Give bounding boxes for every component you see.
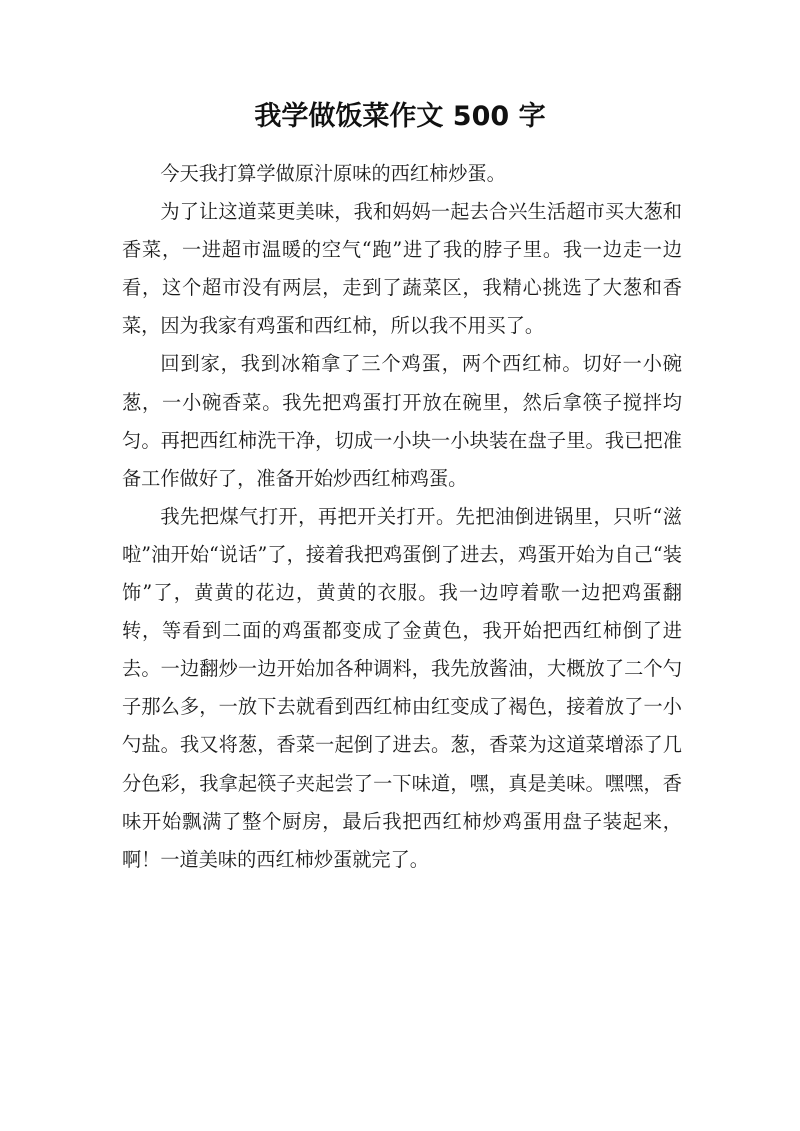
- paragraph: 为了让这道菜更美味，我和妈妈一起去合兴生活超市买大葱和香菜，一进超市温暖的空气“跑”进了我的脖子里。我一边走一边看，这个超市没有两层，走到了蔬菜区，我精心挑选了大葱和香菜，因为我家有鸡蛋和西红柿，所以我不用买了。: [122, 200, 682, 338]
- essay-body: [122, 155, 682, 879]
- page-title: 我学做饭菜作文 500 字: [254, 101, 546, 132]
- paragraph: 回到家，我到冰箱拿了三个鸡蛋，两个西红柿。切好一小碗葱，一小碗香菜。我先把鸡蛋打开放在碗里，然后拿筷子搅拌均匀。再把西红柿洗干净，切成一小块一小块装在盘子里。我已把准备工作做好了，准备开始炒西红柿鸡蛋。: [122, 352, 682, 490]
- paragraph: 我先把煤气打开，再把开关打开。先把油倒进锅里，只听“滋啦”油开始“说话”了，接着我把鸡蛋倒了进去，鸡蛋开始为自己“装饰”了，黄黄的花边，黄黄的衣服。我一边哼着歌一边把鸡蛋翻转，等看到二面的鸡蛋都变成了金黄色，我开始把西红柿倒了进去。一边翻炒一边开始加各种调料，我先放酱油，大概放了二个勺子那么多，一放下去就看到西红柿由红变成了褐色，接着放了一小勺盐。我又将葱，香菜一起倒了进去。葱，香菜为这道菜增添了几分色彩，我拿起筷子夹起尝了一下味道，嘿，真是美味。嘿嘿，香味开始飘满了整个厨房，最后我把西红柿炒鸡蛋用盘子装起来，啊！一道美味的西红柿炒蛋就完了。: [122, 504, 682, 871]
- paragraph: 今天我打算学做原汁原味的西红柿炒蛋。: [160, 162, 506, 185]
